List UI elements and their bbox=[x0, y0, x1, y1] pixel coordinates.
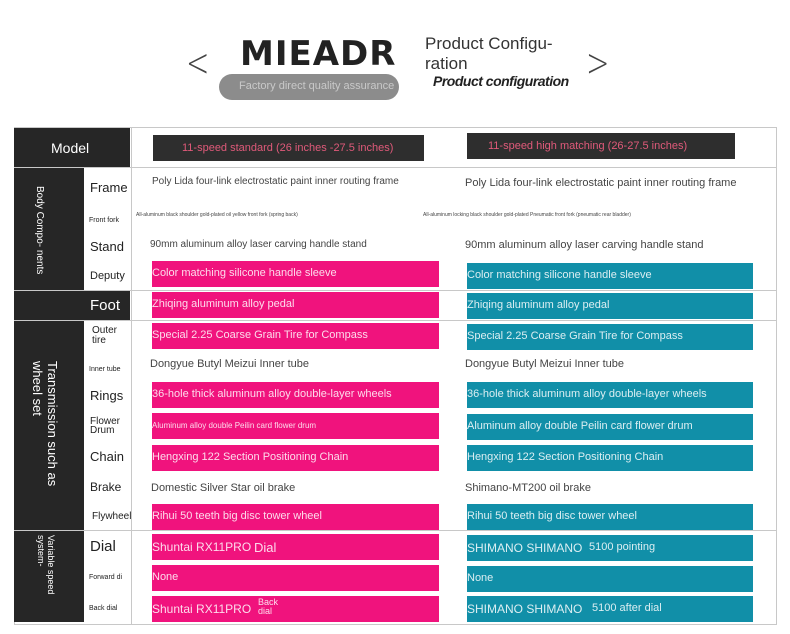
category-body-label: Body Compo- nents bbox=[34, 186, 45, 275]
cell-frame-high: Poly Lida four-link electrostatic paint inner routing frame bbox=[465, 177, 737, 189]
model-header-cell bbox=[14, 128, 130, 167]
category-body-components bbox=[14, 168, 84, 290]
column-header-standard bbox=[153, 135, 424, 161]
cell-fork-high: All-aluminum locking black shoulder gold-plated Pneumatic front fork (pneumatic rear bladder) bbox=[423, 212, 631, 218]
tagline-pill bbox=[219, 74, 399, 100]
row-label-flower-drum: Flower Drum bbox=[90, 416, 121, 436]
page-subtitle: Product configuration bbox=[433, 73, 569, 89]
cell-stand-standard: 90mm aluminum alloy laser carving handle stand bbox=[150, 239, 367, 250]
cell-pedal-standard: Zhiqing aluminum alloy pedal bbox=[152, 292, 439, 318]
brand-logo: MIEADR bbox=[240, 34, 397, 74]
cell-fork-standard: All-aluminum black shoulder gold-plated oil yellow front fork (spring back) bbox=[136, 212, 298, 218]
row-label-chain: Chain bbox=[90, 449, 124, 464]
row-label-stand: Stand bbox=[90, 239, 124, 254]
chevron-right-icon[interactable]: > bbox=[586, 39, 610, 86]
row-label-flywheel: Flywheel bbox=[92, 511, 132, 522]
category-transmission-label: Transmission such as wheel set bbox=[30, 361, 60, 487]
row-label-brake: Brake bbox=[90, 480, 122, 494]
cell-inner-tube-standard: Dongyue Butyl Meizui Inner tube bbox=[150, 358, 309, 370]
row-label-front-fork: Front fork bbox=[89, 217, 119, 224]
cell-brake-standard: Domestic Silver Star oil brake bbox=[151, 482, 296, 494]
row-label-inner-tube: Inner tube bbox=[89, 366, 121, 373]
category-foot bbox=[14, 291, 130, 320]
cell-back-dial-standard: Shuntai RX11PRO Back dial bbox=[152, 596, 439, 622]
category-foot-label: Foot bbox=[90, 297, 121, 314]
cell-dial-standard: Shuntai RX11PRO Dial bbox=[152, 534, 439, 560]
column-header-high bbox=[467, 133, 735, 159]
row-label-frame: Frame bbox=[90, 180, 128, 195]
category-variable-speed bbox=[14, 531, 84, 622]
cell-flower-drum-standard: Aluminum alloy double Peilin card flower drum bbox=[152, 413, 439, 439]
row-divider bbox=[14, 167, 776, 168]
row-label-dial: Dial bbox=[90, 538, 116, 555]
category-transmission bbox=[14, 321, 84, 530]
cell-deputy-standard: Color matching silicone handle sleeve bbox=[152, 261, 439, 287]
cell-frame-standard: Poly Lida four-link electrostatic paint inner routing frame bbox=[152, 176, 399, 187]
row-label-outer-tire: Outer tire bbox=[92, 325, 118, 346]
row-label-deputy: Deputy bbox=[90, 270, 125, 282]
cell-stand-high: 90mm aluminum alloy laser carving handle stand bbox=[465, 239, 704, 251]
row-label-back-dial: Back dial bbox=[89, 605, 118, 612]
row-divider bbox=[14, 530, 776, 531]
cell-forward-dial-standard: None bbox=[152, 565, 439, 591]
cell-rings-high: 36-hole thick aluminum alloy double-layer wheels bbox=[467, 382, 753, 408]
cell-outer-tire-high: Special 2.25 Coarse Grain Tire for Compass bbox=[467, 324, 753, 350]
cell-brake-high: Shimano-MT200 oil brake bbox=[465, 482, 591, 494]
cell-back-dial-high: SHIMANO SHIMANO 5100 after dial bbox=[467, 596, 753, 622]
page-title: Product Configu- ration bbox=[425, 34, 553, 73]
row-label-rings: Rings bbox=[90, 388, 124, 403]
cell-chain-standard: Hengxing 122 Section Positioning Chain bbox=[152, 445, 439, 471]
column-header-high-label: 11-speed high matching (26-27.5 inches) bbox=[488, 140, 688, 152]
category-variable-label: Variable speed system- bbox=[36, 535, 56, 595]
cell-deputy-high: Color matching silicone handle sleeve bbox=[467, 263, 753, 289]
cell-dial-high: SHIMANO SHIMANO 5100 pointing bbox=[467, 535, 753, 561]
row-label-forward-dial: Forward di bbox=[89, 574, 123, 581]
cell-flywheel-high: Rihui 50 teeth big disc tower wheel bbox=[467, 504, 753, 530]
cell-flower-drum-high: Aluminum alloy double Peilin card flower drum bbox=[467, 414, 753, 440]
model-label: Model bbox=[51, 140, 90, 156]
cell-pedal-high: Zhiqing aluminum alloy pedal bbox=[467, 293, 753, 319]
chevron-left-icon[interactable]: < bbox=[186, 39, 210, 86]
cell-inner-tube-high: Dongyue Butyl Meizui Inner tube bbox=[465, 358, 624, 370]
table-divider bbox=[131, 127, 132, 624]
cell-flywheel-standard: Rihui 50 teeth big disc tower wheel bbox=[152, 504, 439, 530]
tagline-text: Factory direct quality assurance bbox=[239, 80, 395, 92]
cell-forward-dial-high: None bbox=[467, 566, 753, 592]
cell-chain-high: Hengxing 122 Section Positioning Chain bbox=[467, 445, 753, 471]
column-header-standard-label: 11-speed standard (26 inches -27.5 inches) bbox=[182, 142, 394, 154]
row-divider bbox=[14, 320, 776, 321]
cell-rings-standard: 36-hole thick aluminum alloy double-layer wheels bbox=[152, 382, 439, 408]
cell-outer-tire-standard: Special 2.25 Coarse Grain Tire for Compass bbox=[152, 323, 439, 349]
